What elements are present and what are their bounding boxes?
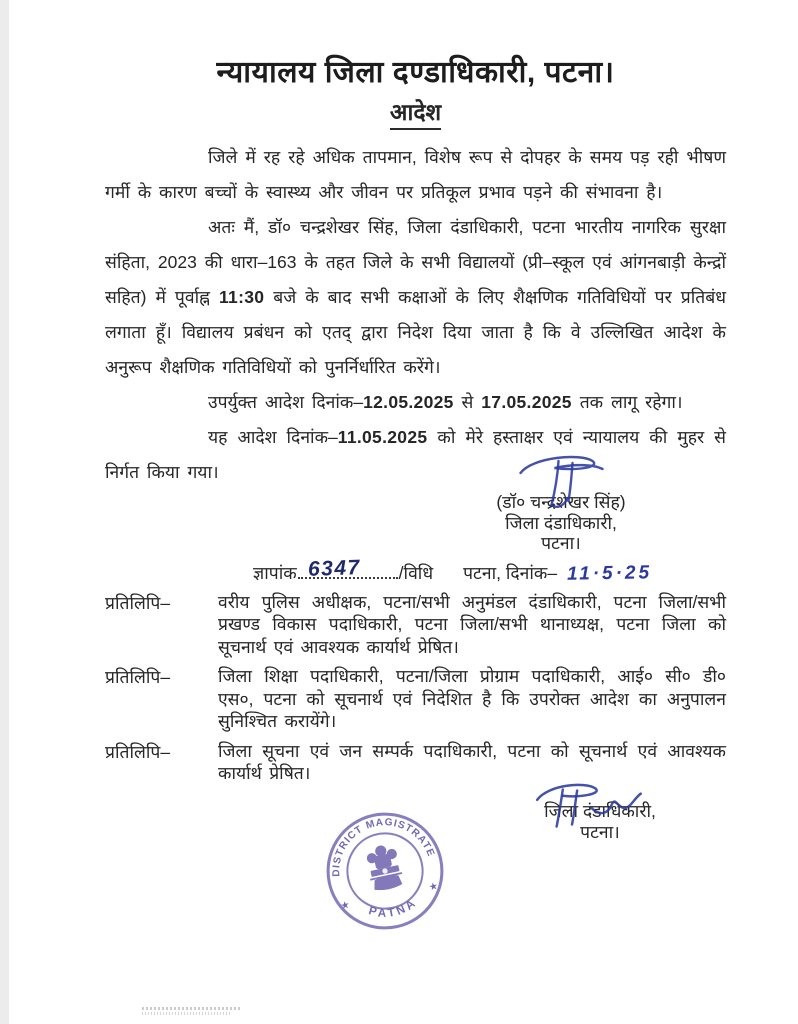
copy-to-row: [105, 591, 726, 659]
order-start-date: 12.05.2025: [363, 392, 454, 412]
ashoka-emblem-icon: [364, 842, 405, 892]
order-heading-wrap: [105, 95, 726, 130]
memo-number-handwritten: 6347: [307, 555, 361, 581]
copy-to-row: [105, 665, 726, 733]
signatory-place: पटना।: [541, 533, 581, 553]
order-issue-date: 11.05.2025: [337, 427, 428, 447]
copy-to-text: जिला शिक्षा पदाधिकारी, पटना/जिला प्रोग्राम पदाधिकारी, आई० सी० डी० एस०, पटना को सूचनार्थ एवं निदेशित है कि उपरोक्त आदेश का अनुपालन सुनिश्चित करायेंगे।: [218, 666, 726, 731]
paragraph-2: [105, 210, 726, 385]
paragraph-1: [105, 140, 726, 210]
signatory2-place: पटना।: [580, 822, 620, 842]
copy-to-label: प्रतिलिपि–: [105, 592, 171, 613]
paragraph-3: [105, 385, 726, 420]
copy-to-list: [105, 591, 726, 785]
district-magistrate-seal: [310, 796, 459, 945]
order-end-date: 17.05.2025: [481, 392, 572, 412]
document-body: [105, 50, 726, 792]
memo-suffix: /विधि: [398, 562, 434, 583]
copy-to-label: प्रतिलिपि–: [105, 741, 171, 762]
order-heading: आदेश: [390, 95, 441, 130]
paragraph-4-end: को मेरे हस्ताक्षर एवं न्यायालय की मुहर से निर्गत किया गया।: [105, 427, 726, 482]
paragraph-4: [105, 420, 726, 490]
signatory2-designation: जिला दंडाधिकारी,: [544, 801, 656, 821]
copy-to-text: वरीय पुलिस अधीक्षक, पटना/सभी अनुमंडल दंडाधिकारी, पटना जिला/सभी प्रखण्ड विकास पदाधिकारी, पटना जिला/सभी थानाध्यक्ष, पटना जिला को सूचनार्थ एवं आवश्यक कार्यार्थ प्रेषित।: [218, 591, 726, 657]
paragraph-3-mid: से: [453, 392, 482, 412]
signatory-designation: जिला दंडाधिकारी,: [505, 512, 617, 533]
signature-block-2: [470, 801, 730, 843]
memo-line: [253, 557, 726, 585]
scan-artifact-microtext: [142, 1007, 242, 1016]
copy-to-label: प्रतिलिपि–: [105, 667, 171, 687]
seal-star-left-icon: ★: [339, 899, 351, 913]
signature-block: [426, 492, 696, 554]
seal-top-text: DISTRICT MAGISTRATE: [331, 817, 437, 877]
page-title: न्यायालय जिला दण्डाधिकारी, पटना।: [216, 56, 615, 89]
restriction-time: 11:30: [218, 287, 265, 307]
paragraph-4-text: यह आदेश दिनांक–: [208, 427, 338, 447]
signatory-name: (डॉ० चन्द्रशेखर सिंह): [496, 492, 626, 512]
paragraph-2-text-cont: बजे के बाद सभी कक्षाओं के लिए शैक्षणिक गतिविधियों पर प्रतिबंध लगाता हूँ। विद्यालय प्रबंधन को एतद् द्वारा निदेश दिया जाता है कि वे उल्लिखित आदेश के अनुरूप शैक्षणिक गतिविधियों को पुनर्निर्धारित करेंगे।: [105, 287, 726, 377]
paragraph-1-text: जिले में रह रहे अधिक तापमान, विशेष रूप से दोपहर के समय पड़ रही भीषण गर्मी के कारण बच्चों के स्वास्थ्य और जीवन पर प्रतिकूल प्रभाव पड़ने की संभावना है।: [105, 147, 726, 202]
memo-place-date-label: पटना, दिनांक–: [463, 562, 558, 583]
paragraph-3-text: उपर्युक्त आदेश दिनांक–: [208, 392, 364, 412]
seal-bottom-text: PATNA: [367, 895, 420, 920]
seal-star-right-icon: ★: [428, 880, 440, 894]
paragraph-2-text: अतः मैं, डॉ० चन्द्रशेखर सिंह, जिला दंडाधिकारी, पटना भारतीय नागरिक सुरक्षा संहिता, 2023 की धारा–163 के तहत जिले के सभी विद्यालयों (प्री–स्कूल एवं आंगनबाड़ी केन्द्रों सहित) में पूर्वाह्न: [105, 217, 726, 307]
copy-to-text: जिला सूचना एवं जन सम्पर्क पदाधिकारी, पटना को सूचनार्थ एवं आवश्यक कार्यार्थ प्रेषित।: [218, 740, 726, 783]
memo-label: ज्ञापांक: [253, 562, 297, 583]
copy-to-row: [105, 740, 726, 785]
memo-date-handwritten: 11·5·25: [566, 561, 653, 585]
memo-number-dotted-line: [298, 557, 398, 579]
scan-edge-shadow: [0, 0, 9, 1024]
paragraph-3-end: तक लागू रहेगा।: [571, 392, 683, 412]
